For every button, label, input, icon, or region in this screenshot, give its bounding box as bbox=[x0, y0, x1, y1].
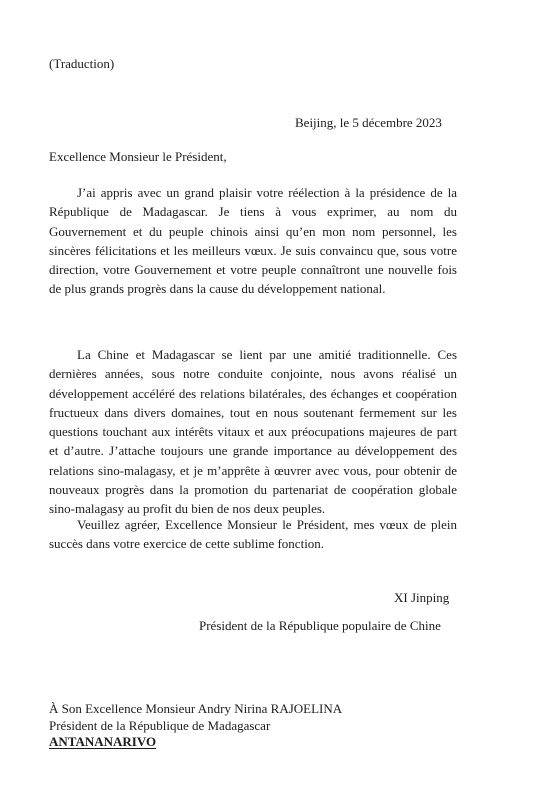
body-paragraph-3: Veuillez agréer, Excellence Monsieur le Président, mes vœux de plein succès dans votre exercice de cette sublime fonction. bbox=[49, 517, 457, 552]
translation-note: (Traduction) bbox=[49, 56, 115, 71]
body-paragraph-2: La Chine et Madagascar se lient par une amitié traditionnelle. Ces dernières années, sous notre conduite conjointe, nous avons réalisé un développement accéléré des relations bilatérales, des échanges et coopération fructueux dans divers domaines, tout en nous soutenant fermement sur les questions touchant aux intérêts vitaux et aux préocupations majeures de part et d’autre. J’attache toujours une grande importance au développement des relations sino-malagasy, et je m’apprête à œuvrer avec vous, pour obtenir de nouveaux progrès dans la promotion du partenariat de coopération globale sino-malagasy au profit du bien de nos deux peuples. bbox=[49, 347, 457, 517]
body-paragraph-1: J’ai appris avec un grand plaisir votre réélection à la présidence de la République de Madagascar. Je tiens à vous exprimer, au nom du Gouvernement et du peuple chinois ainsi qu’en mon nom personnel, les sincères félicitations et les meilleurs vœux. Je suis convaincu que, sous votre direction, votre Gouvernement et votre peuple connaîtront une nouvelle fois de plus grands progrès dans la cause du développement national. bbox=[49, 185, 457, 297]
date-line: Beijing, le 5 décembre 2023 bbox=[295, 115, 442, 130]
addressee-city: ANTANANARIVO bbox=[49, 734, 157, 749]
signer-name: XI Jinping bbox=[394, 590, 450, 605]
addressee-line-2: Président de la République de Madagascar bbox=[49, 717, 271, 733]
signer-title: Président de la République populaire de Chine bbox=[199, 618, 441, 633]
addressee-block bbox=[49, 701, 342, 751]
addressee-line-1: À Son Excellence Monsieur Andry Nirina RAJOELINA bbox=[49, 701, 343, 716]
salutation: Excellence Monsieur le Président, bbox=[49, 149, 227, 164]
